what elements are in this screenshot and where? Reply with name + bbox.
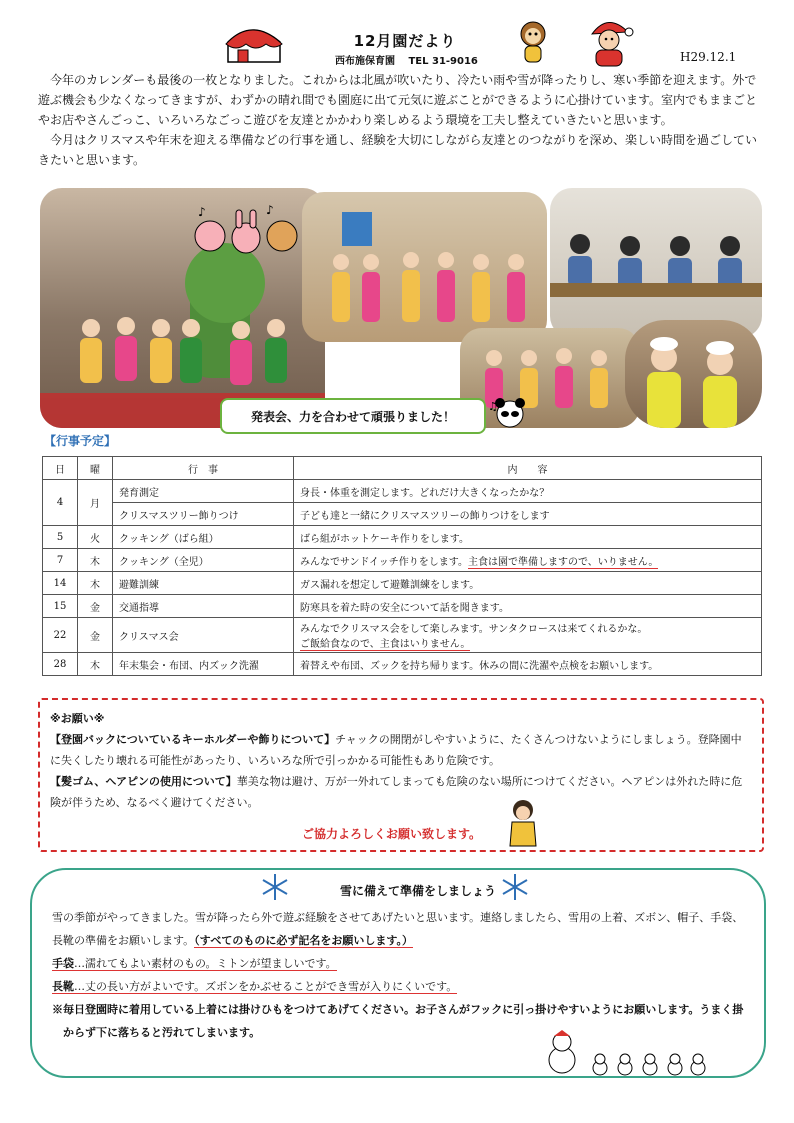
cell-weekday: 月 bbox=[78, 480, 113, 526]
cell-weekday: 火 bbox=[78, 526, 113, 549]
cell-day: 5 bbox=[43, 526, 78, 549]
table-row bbox=[43, 480, 762, 503]
cell-content: 身長・体重を測定します。どれだけ大きくなったかな？ bbox=[294, 480, 762, 503]
table-row bbox=[43, 618, 762, 653]
request-item-1-body: チャックの開閉がしやすいように、たくさんつけないようにしましょう。登降園中に失くしたり壊れる可能性があったり、いろいろな所で引っかかる可能性もあり危険です。 bbox=[50, 733, 742, 767]
request-item-1 bbox=[50, 729, 752, 771]
cell-content: ガス漏れを想定して避難訓練をします。 bbox=[294, 572, 762, 595]
svg-text:♪: ♪ bbox=[266, 203, 274, 217]
content-text: みんなでサンドイッチ作りをします。 bbox=[300, 556, 468, 568]
boots-label: 長靴 bbox=[52, 980, 74, 993]
request-item-2-body: 華美な物は避け、万が一外れてしまっても危険のない場所につけてください。ヘアピンは外れた時に危険が伴うため、なるべく避けてください。 bbox=[50, 775, 743, 809]
photo-collage bbox=[40, 188, 762, 428]
cell-day: 14 bbox=[43, 572, 78, 595]
snow-title: 雪に備えて準備をしましょう bbox=[340, 884, 497, 898]
cell-content bbox=[294, 549, 762, 572]
cell-content bbox=[294, 618, 762, 653]
house-icon bbox=[222, 22, 286, 66]
gloves-label: 手袋 bbox=[52, 957, 74, 970]
snow-paragraph bbox=[52, 906, 752, 952]
cell-weekday: 木 bbox=[78, 653, 113, 676]
school-name: 西布施保育園 bbox=[335, 56, 395, 67]
cell-event: 交通指導 bbox=[113, 595, 294, 618]
photo-caption: 発表会、力を合わせて頑張りました！ bbox=[220, 398, 486, 434]
intro-paragraph-1: 今年のカレンダーも最後の一枚となりました。これからは北風が吹いたり、冷たい雨や雪が降ったりし、寒い季節を迎えます。外で遊ぶ機会も少なくなってきますが、わずかの晴れ間でも園庭に出て元気に遊ぶことができるように心掛けています。室内でもままごとやお店やさんごっこ、いろいろなごっこ遊びを友達とかかわり楽しめるよう環境を工夫し整えていきたいと思います。 bbox=[38, 73, 758, 127]
photo-performance-2 bbox=[302, 192, 547, 342]
snow-note: ※毎日登園時に着用している上着には掛けひもをつけてあげてください。お子さんがフックに引っ掛けやすいようにお願いします。うまく掛からず下に落ちると汚れてしまいます。 bbox=[52, 1003, 744, 1039]
request-title: ※お願い※ bbox=[50, 712, 105, 725]
cell-content: 防寒具を着た時の安全について話を聞きます。 bbox=[294, 595, 762, 618]
cell-weekday: 木 bbox=[78, 572, 113, 595]
bowing-girl-icon bbox=[506, 798, 540, 848]
intro-paragraph-2: 今月はクリスマスや年末を迎える準備などの行事を通し、経験を大切にしながら友達とのつながりを深め、楽しい時間を過ごしていきたいと思います。 bbox=[38, 133, 758, 167]
cell-day: 15 bbox=[43, 595, 78, 618]
snowmen-icon bbox=[540, 1030, 710, 1078]
photo-dance bbox=[460, 328, 640, 428]
header-content: 内 容 bbox=[294, 457, 762, 480]
svg-text:♫: ♫ bbox=[488, 400, 498, 413]
snow-intro: 雪の季節がやってきました。雪が降ったら外で遊ぶ経験をさせてあげたいと思います。連絡しましたら、雪用の上着、ズボン、帽子、手袋、長靴の準備をお願いします。 bbox=[52, 911, 744, 947]
cell-event: クッキング（ばら組） bbox=[113, 526, 294, 549]
header-day: 日 bbox=[43, 457, 78, 480]
cell-event: 発育測定 bbox=[113, 480, 294, 503]
cell-day: 4 bbox=[43, 480, 78, 526]
cell-event: 避難訓練 bbox=[113, 572, 294, 595]
monkey-icon bbox=[512, 18, 554, 66]
cell-event: クッキング（全児） bbox=[113, 549, 294, 572]
snow-boots bbox=[52, 975, 752, 998]
snowflake-icon bbox=[260, 872, 290, 902]
photo-closeup bbox=[625, 320, 762, 428]
request-item-1-heading: 【登園バックについているキーホルダーや飾りについて】 bbox=[50, 733, 336, 746]
cell-content: ばら組がホットケーキ作りをします。 bbox=[294, 526, 762, 549]
gloves-text: …濡れてもよい素材のもの。ミトンが望ましいです。 bbox=[74, 957, 337, 970]
snow-intro-note: （すべてのものに必ず記名をお願いします。） bbox=[194, 934, 414, 947]
cell-day: 7 bbox=[43, 549, 78, 572]
header-event: 行 事 bbox=[113, 457, 294, 480]
request-item-2 bbox=[50, 771, 752, 813]
header-weekday: 曜 bbox=[78, 457, 113, 480]
snow-gloves bbox=[52, 952, 752, 975]
request-thanks: ご協力よろしくお願い致します。 bbox=[302, 827, 482, 841]
request-item-2-heading: 【髪ゴム、ヘアピンの使用について】 bbox=[50, 775, 237, 788]
cell-event: クリスマスツリー飾りつけ bbox=[113, 503, 294, 526]
cell-weekday: 金 bbox=[78, 618, 113, 653]
schedule-table bbox=[42, 456, 762, 676]
content-note: 主食は園で準備しますので、いりません。 bbox=[468, 556, 659, 568]
cell-content: 着替えや布団、ズックを持ち帰ります。休みの間に洗濯や点検をお願いします。 bbox=[294, 653, 762, 676]
cell-weekday: 金 bbox=[78, 595, 113, 618]
cell-day: 22 bbox=[43, 618, 78, 653]
cell-day: 28 bbox=[43, 653, 78, 676]
photo-music-performance bbox=[550, 188, 762, 338]
boots-text: …丈の長い方がよいです。ズボンをかぶせることができ雪が入りにくいです。 bbox=[74, 980, 458, 993]
cell-event: クリスマス会 bbox=[113, 618, 294, 653]
table-row bbox=[43, 572, 762, 595]
school-tel: TEL 31-9016 bbox=[408, 56, 478, 67]
schedule-title: 【行事予定】 bbox=[44, 434, 117, 448]
cell-weekday: 木 bbox=[78, 549, 113, 572]
cell-content: 子ども達と一緒にクリスマスツリーの飾りつけをします bbox=[294, 503, 762, 526]
table-row bbox=[43, 595, 762, 618]
page-title: 12月園だより bbox=[353, 32, 457, 50]
panda-icon bbox=[488, 396, 528, 432]
svg-text:♪: ♪ bbox=[198, 205, 206, 219]
table-row bbox=[43, 503, 762, 526]
table-header-row bbox=[43, 457, 762, 480]
request-box bbox=[38, 698, 764, 852]
school-info bbox=[335, 52, 478, 67]
table-row bbox=[43, 653, 762, 676]
table-row bbox=[43, 549, 762, 572]
intro-text bbox=[38, 70, 758, 170]
table-row bbox=[43, 526, 762, 549]
snowflake-icon bbox=[500, 872, 530, 902]
issue-date: H29.12.1 bbox=[680, 50, 737, 64]
snow-text bbox=[52, 906, 752, 1044]
cell-event: 年末集会・布団、内ズック洗濯 bbox=[113, 653, 294, 676]
content-note: ご飯給食なので、主食はいりません。 bbox=[300, 639, 471, 650]
santa-icon bbox=[582, 18, 636, 68]
content-text: みんなでクリスマス会をして楽しみます。サンタクロースは来てくれるかな。 bbox=[300, 624, 648, 635]
